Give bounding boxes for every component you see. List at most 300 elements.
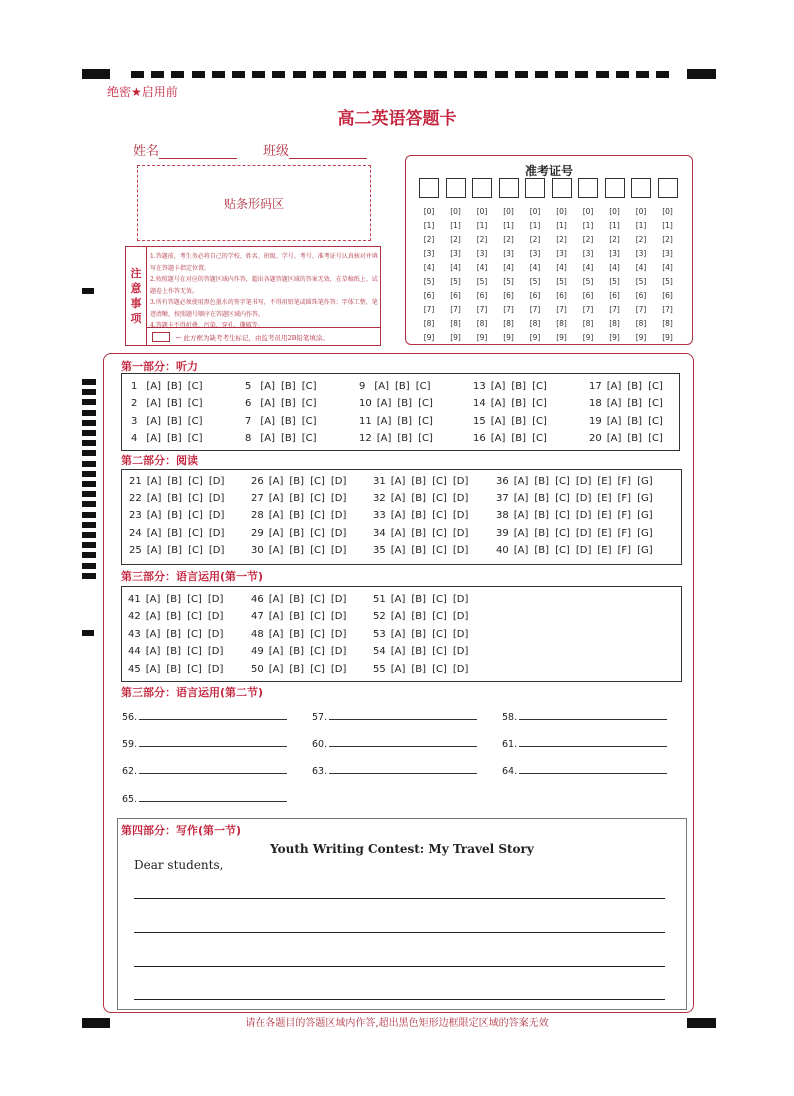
option-bubble[interactable]: [F] (617, 528, 632, 539)
writing-line[interactable] (134, 932, 665, 933)
option-bubble[interactable]: [C] (310, 493, 325, 504)
exam-id-bubble[interactable]: [8] (423, 319, 435, 328)
option-bubble[interactable]: [D] (330, 476, 347, 487)
option-bubble[interactable]: [F] (617, 476, 632, 487)
option-bubble[interactable]: [A] (260, 433, 276, 444)
option-bubble[interactable]: [B] (167, 510, 183, 521)
option-bubble[interactable]: [A] (146, 510, 162, 521)
exam-id-bubble[interactable]: [9] (529, 333, 541, 342)
option-bubble[interactable]: [A] (490, 398, 506, 409)
option-bubble[interactable]: [A] (513, 545, 529, 556)
name-field[interactable] (133, 140, 237, 159)
option-bubble[interactable]: [A] (268, 545, 284, 556)
option-bubble[interactable]: [B] (411, 594, 427, 605)
option-bubble[interactable]: [A] (513, 476, 529, 487)
option-bubble[interactable]: [C] (187, 416, 203, 427)
fill-blank-56[interactable] (122, 712, 287, 723)
option-bubble[interactable]: [A] (390, 493, 406, 504)
option-bubble[interactable]: [A] (260, 398, 276, 409)
option-bubble[interactable]: [B] (289, 545, 305, 556)
exam-id-bubble[interactable]: [0] (556, 207, 567, 216)
option-bubble[interactable]: [B] (411, 510, 427, 521)
exam-id-bubble[interactable]: [8] (450, 319, 461, 328)
exam-id-bubble[interactable]: [2] (450, 235, 461, 244)
option-bubble[interactable]: [E] (597, 528, 612, 539)
option-bubble[interactable]: [B] (166, 646, 182, 657)
exam-id-digit-box[interactable] (472, 178, 492, 198)
exam-id-bubble[interactable]: [5] (423, 277, 435, 286)
fill-blank-63[interactable] (312, 766, 477, 777)
option-bubble[interactable]: [B] (627, 398, 643, 409)
exam-id-bubble[interactable]: [6] (529, 291, 541, 300)
option-bubble[interactable]: [C] (648, 398, 663, 409)
exam-id-bubble[interactable]: [4] (503, 263, 514, 272)
exam-id-digit-box[interactable] (446, 178, 466, 198)
exam-id-bubble[interactable]: [6] (582, 291, 594, 300)
option-bubble[interactable]: [A] (145, 629, 161, 640)
exam-id-bubble[interactable]: [5] (609, 277, 620, 286)
exam-id-digit-box[interactable] (605, 178, 625, 198)
option-bubble[interactable]: [C] (432, 545, 447, 556)
option-bubble[interactable]: [B] (534, 510, 550, 521)
option-bubble[interactable]: [A] (146, 433, 162, 444)
exam-id-bubble[interactable]: [0] (450, 207, 461, 216)
option-bubble[interactable]: [E] (597, 493, 612, 504)
option-bubble[interactable]: [B] (289, 611, 305, 622)
option-bubble[interactable]: [D] (208, 528, 225, 539)
writing-line[interactable] (134, 966, 665, 967)
option-bubble[interactable]: [B] (166, 629, 182, 640)
option-bubble[interactable]: [B] (167, 433, 182, 444)
exam-id-bubble[interactable]: [4] (529, 263, 541, 272)
option-bubble[interactable]: [C] (301, 398, 317, 409)
exam-id-bubble[interactable]: [2] (529, 235, 541, 244)
option-bubble[interactable]: [B] (627, 433, 643, 444)
exam-id-bubble[interactable]: [8] (476, 319, 488, 328)
option-bubble[interactable]: [E] (597, 510, 612, 521)
option-bubble[interactable]: [A] (390, 594, 406, 605)
option-bubble[interactable]: [D] (330, 528, 347, 539)
option-bubble[interactable]: [B] (289, 646, 305, 657)
exam-id-bubble[interactable]: [5] (556, 277, 567, 286)
blank-line[interactable] (139, 746, 287, 747)
option-bubble[interactable]: [A] (145, 611, 161, 622)
option-bubble[interactable]: [B] (411, 493, 427, 504)
exam-id-bubble[interactable]: [8] (503, 319, 514, 328)
exam-id-bubble[interactable]: [3] (476, 249, 488, 258)
option-bubble[interactable]: [B] (167, 493, 183, 504)
exam-id-bubble[interactable]: [0] (476, 207, 488, 216)
option-bubble[interactable]: [D] (452, 594, 469, 605)
option-bubble[interactable]: [B] (281, 398, 296, 409)
option-bubble[interactable]: [B] (167, 528, 183, 539)
exam-id-bubble[interactable]: [9] (503, 333, 514, 342)
option-bubble[interactable]: [B] (167, 476, 183, 487)
option-bubble[interactable]: [A] (260, 381, 276, 392)
option-bubble[interactable]: [D] (330, 629, 347, 640)
exam-id-bubble[interactable]: [5] (503, 277, 514, 286)
exam-id-bubble[interactable]: [8] (662, 319, 673, 328)
exam-id-bubble[interactable]: [0] (503, 207, 514, 216)
option-bubble[interactable]: [C] (187, 398, 203, 409)
exam-id-bubble[interactable]: [6] (662, 291, 673, 300)
exam-id-bubble[interactable]: [9] (450, 333, 461, 342)
exam-id-bubble[interactable]: [7] (476, 305, 488, 314)
exam-id-bubble[interactable]: [6] (423, 291, 435, 300)
option-bubble[interactable]: [C] (310, 476, 325, 487)
exam-id-bubble[interactable]: [9] (609, 333, 620, 342)
option-bubble[interactable]: [D] (208, 476, 225, 487)
option-bubble[interactable]: [E] (597, 545, 612, 556)
option-bubble[interactable]: [C] (418, 433, 433, 444)
option-bubble[interactable]: [C] (432, 528, 447, 539)
option-bubble[interactable]: [B] (411, 664, 427, 675)
blank-line[interactable] (139, 801, 287, 802)
option-bubble[interactable]: [A] (145, 594, 161, 605)
blank-line[interactable] (329, 773, 477, 774)
option-bubble[interactable]: [C] (188, 528, 203, 539)
option-bubble[interactable]: [C] (555, 528, 570, 539)
option-bubble[interactable]: [B] (511, 433, 527, 444)
option-bubble[interactable]: [D] (575, 476, 592, 487)
option-bubble[interactable]: [C] (532, 398, 547, 409)
exam-id-bubble[interactable]: [5] (582, 277, 594, 286)
exam-id-bubble[interactable]: [9] (582, 333, 594, 342)
exam-id-bubble[interactable]: [3] (503, 249, 514, 258)
exam-id-bubble[interactable]: [7] (529, 305, 541, 314)
writing-line[interactable] (134, 898, 665, 899)
option-bubble[interactable]: [D] (208, 545, 225, 556)
option-bubble[interactable]: [B] (411, 629, 427, 640)
exam-id-bubble[interactable]: [6] (609, 291, 620, 300)
exam-id-bubble[interactable]: [0] (662, 207, 673, 216)
exam-id-bubble[interactable]: [3] (635, 249, 647, 258)
option-bubble[interactable]: [B] (534, 493, 550, 504)
option-bubble[interactable]: [C] (187, 594, 202, 605)
option-bubble[interactable]: [D] (452, 528, 469, 539)
exam-id-bubble[interactable]: [8] (582, 319, 594, 328)
exam-id-bubble[interactable]: [7] (582, 305, 594, 314)
option-bubble[interactable]: [C] (187, 433, 203, 444)
exam-id-digit-box[interactable] (631, 178, 651, 198)
exam-id-bubble[interactable]: [1] (635, 221, 647, 230)
option-bubble[interactable]: [D] (452, 493, 469, 504)
blank-line[interactable] (519, 773, 667, 774)
exam-id-bubble[interactable]: [9] (635, 333, 647, 342)
exam-id-bubble[interactable]: [4] (476, 263, 488, 272)
option-bubble[interactable]: [C] (310, 510, 325, 521)
option-bubble[interactable]: [B] (289, 493, 305, 504)
exam-id-bubble[interactable]: [7] (556, 305, 567, 314)
option-bubble[interactable]: [A] (513, 528, 529, 539)
option-bubble[interactable]: [G] (637, 493, 653, 504)
exam-id-bubble[interactable]: [0] (582, 207, 594, 216)
option-bubble[interactable]: [B] (627, 416, 643, 427)
option-bubble[interactable]: [C] (310, 594, 325, 605)
exam-id-bubble[interactable]: [3] (556, 249, 567, 258)
option-bubble[interactable]: [A] (513, 510, 529, 521)
option-bubble[interactable]: [C] (188, 510, 203, 521)
option-bubble[interactable]: [B] (281, 381, 296, 392)
option-bubble[interactable]: [B] (511, 381, 527, 392)
option-bubble[interactable]: [D] (575, 528, 592, 539)
exam-id-digit-box[interactable] (499, 178, 519, 198)
option-bubble[interactable]: [D] (452, 629, 469, 640)
exam-id-bubble[interactable]: [1] (529, 221, 541, 230)
exam-id-bubble[interactable]: [2] (609, 235, 620, 244)
fill-blank-57[interactable] (312, 712, 477, 723)
exam-id-bubble[interactable]: [7] (635, 305, 647, 314)
exam-id-bubble[interactable]: [8] (635, 319, 647, 328)
option-bubble[interactable]: [C] (188, 493, 203, 504)
option-bubble[interactable]: [C] (555, 493, 570, 504)
option-bubble[interactable]: [D] (452, 510, 469, 521)
option-bubble[interactable]: [C] (310, 611, 325, 622)
option-bubble[interactable]: [D] (452, 476, 469, 487)
option-bubble[interactable]: [A] (490, 416, 506, 427)
option-bubble[interactable]: [D] (452, 545, 469, 556)
option-bubble[interactable]: [C] (648, 433, 663, 444)
option-bubble[interactable]: [C] (555, 545, 570, 556)
option-bubble[interactable]: [B] (511, 416, 527, 427)
exam-id-bubble[interactable]: [5] (476, 277, 488, 286)
option-bubble[interactable]: [F] (617, 493, 632, 504)
exam-id-bubble[interactable]: [1] (662, 221, 673, 230)
fill-blank-59[interactable] (122, 739, 287, 750)
option-bubble[interactable]: [C] (555, 510, 570, 521)
exam-id-bubble[interactable]: [0] (609, 207, 620, 216)
option-bubble[interactable]: [C] (432, 629, 447, 640)
option-bubble[interactable]: [A] (268, 528, 284, 539)
exam-id-bubble[interactable]: [1] (582, 221, 594, 230)
fill-blank-60[interactable] (312, 739, 477, 750)
option-bubble[interactable]: [A] (268, 510, 284, 521)
option-bubble[interactable]: [A] (146, 493, 162, 504)
exam-id-bubble[interactable]: [2] (582, 235, 594, 244)
exam-id-bubble[interactable]: [4] (635, 263, 647, 272)
option-bubble[interactable]: [B] (289, 629, 305, 640)
exam-id-bubble[interactable]: [5] (635, 277, 647, 286)
option-bubble[interactable]: [A] (146, 528, 162, 539)
exam-id-bubble[interactable]: [1] (450, 221, 461, 230)
option-bubble[interactable]: [A] (390, 510, 406, 521)
exam-id-bubble[interactable]: [8] (529, 319, 541, 328)
option-bubble[interactable]: [A] (268, 493, 284, 504)
exam-id-bubble[interactable]: [2] (476, 235, 488, 244)
blank-line[interactable] (139, 773, 287, 774)
option-bubble[interactable]: [F] (617, 545, 632, 556)
exam-id-bubble[interactable]: [8] (609, 319, 620, 328)
option-bubble[interactable]: [B] (289, 594, 305, 605)
option-bubble[interactable]: [D] (575, 493, 592, 504)
exam-id-bubble[interactable]: [1] (476, 221, 488, 230)
exam-id-bubble[interactable]: [9] (662, 333, 673, 342)
option-bubble[interactable]: [C] (432, 493, 447, 504)
option-bubble[interactable]: [A] (390, 646, 406, 657)
option-bubble[interactable]: [C] (432, 594, 447, 605)
option-bubble[interactable]: [D] (207, 664, 224, 675)
option-bubble[interactable]: [A] (146, 545, 162, 556)
option-bubble[interactable]: [A] (268, 664, 284, 675)
exam-id-digit-box[interactable] (552, 178, 572, 198)
option-bubble[interactable]: [B] (411, 646, 427, 657)
exam-id-bubble[interactable]: [3] (609, 249, 620, 258)
option-bubble[interactable]: [A] (260, 416, 276, 427)
exam-id-bubble[interactable]: [9] (556, 333, 567, 342)
option-bubble[interactable]: [C] (310, 528, 325, 539)
exam-id-bubble[interactable]: [1] (609, 221, 620, 230)
option-bubble[interactable]: [B] (167, 381, 182, 392)
option-bubble[interactable]: [B] (534, 528, 550, 539)
option-bubble[interactable]: [C] (188, 476, 203, 487)
option-bubble[interactable]: [C] (432, 611, 447, 622)
option-bubble[interactable]: [A] (513, 493, 529, 504)
exam-id-digit-box[interactable] (578, 178, 598, 198)
option-bubble[interactable]: [B] (167, 416, 182, 427)
option-bubble[interactable]: [D] (208, 493, 225, 504)
exam-id-bubble[interactable]: [4] (662, 263, 673, 272)
option-bubble[interactable]: [A] (268, 476, 284, 487)
option-bubble[interactable]: [D] (575, 510, 592, 521)
option-bubble[interactable]: [C] (432, 664, 447, 675)
exam-id-bubble[interactable]: [2] (662, 235, 673, 244)
blank-line[interactable] (329, 746, 477, 747)
option-bubble[interactable]: [B] (397, 433, 413, 444)
exam-id-bubble[interactable]: [9] (476, 333, 488, 342)
blank-line[interactable] (519, 719, 667, 720)
option-bubble[interactable]: [C] (187, 381, 203, 392)
option-bubble[interactable]: [B] (281, 433, 296, 444)
option-bubble[interactable]: [A] (390, 629, 406, 640)
exam-id-bubble[interactable]: [2] (503, 235, 514, 244)
option-bubble[interactable]: [A] (145, 664, 161, 675)
option-bubble[interactable]: [D] (452, 646, 469, 657)
option-bubble[interactable]: [C] (532, 433, 547, 444)
option-bubble[interactable]: [A] (376, 433, 392, 444)
option-bubble[interactable]: [C] (532, 381, 547, 392)
fill-blank-58[interactable] (502, 712, 667, 723)
option-bubble[interactable]: [C] (310, 545, 325, 556)
option-bubble[interactable]: [B] (166, 664, 182, 675)
exam-id-digit-box[interactable] (658, 178, 678, 198)
option-bubble[interactable]: [D] (207, 629, 224, 640)
exam-id-bubble[interactable]: [0] (529, 207, 541, 216)
exam-id-bubble[interactable]: [3] (529, 249, 541, 258)
option-bubble[interactable]: [D] (330, 510, 347, 521)
exam-id-bubble[interactable]: [4] (423, 263, 435, 272)
exam-id-bubble[interactable]: [5] (450, 277, 461, 286)
option-bubble[interactable]: [C] (301, 416, 317, 427)
exam-id-bubble[interactable]: [3] (582, 249, 594, 258)
option-bubble[interactable]: [A] (146, 381, 162, 392)
exam-id-bubble[interactable]: [2] (635, 235, 647, 244)
option-bubble[interactable]: [A] (268, 629, 284, 640)
option-bubble[interactable]: [D] (330, 493, 347, 504)
blank-line[interactable] (139, 719, 287, 720)
option-bubble[interactable]: [C] (555, 476, 570, 487)
option-bubble[interactable]: [B] (289, 664, 305, 675)
exam-id-bubble[interactable]: [2] (556, 235, 567, 244)
exam-id-bubble[interactable]: [4] (556, 263, 567, 272)
option-bubble[interactable]: [D] (330, 646, 347, 657)
option-bubble[interactable]: [B] (167, 545, 183, 556)
option-bubble[interactable]: [C] (432, 476, 447, 487)
option-bubble[interactable]: [A] (376, 398, 392, 409)
exam-id-bubble[interactable]: [7] (423, 305, 435, 314)
option-bubble[interactable]: [D] (452, 611, 469, 622)
fill-blank-62[interactable] (122, 766, 287, 777)
option-bubble[interactable]: [B] (166, 594, 182, 605)
exam-id-bubble[interactable]: [6] (450, 291, 461, 300)
exam-id-bubble[interactable]: [0] (635, 207, 647, 216)
exam-id-bubble[interactable]: [1] (556, 221, 567, 230)
exam-id-bubble[interactable]: [7] (450, 305, 461, 314)
option-bubble[interactable]: [A] (490, 433, 506, 444)
option-bubble[interactable]: [A] (390, 545, 406, 556)
option-bubble[interactable]: [B] (289, 476, 305, 487)
option-bubble[interactable]: [G] (637, 545, 653, 556)
option-bubble[interactable]: [B] (627, 381, 643, 392)
exam-id-bubble[interactable]: [4] (450, 263, 461, 272)
exam-id-bubble[interactable]: [6] (556, 291, 567, 300)
option-bubble[interactable]: [C] (301, 433, 317, 444)
exam-id-bubble[interactable]: [2] (423, 235, 435, 244)
option-bubble[interactable]: [A] (268, 611, 284, 622)
option-bubble[interactable]: [F] (617, 510, 632, 521)
option-bubble[interactable]: [B] (411, 476, 427, 487)
option-bubble[interactable]: [D] (330, 611, 347, 622)
option-bubble[interactable]: [D] (330, 545, 347, 556)
option-bubble[interactable]: [A] (376, 416, 392, 427)
option-bubble[interactable]: [C] (187, 629, 202, 640)
option-bubble[interactable]: [A] (606, 433, 622, 444)
option-bubble[interactable]: [C] (310, 664, 325, 675)
option-bubble[interactable]: [D] (452, 664, 469, 675)
option-bubble[interactable]: [C] (187, 664, 202, 675)
exam-id-bubble[interactable]: [1] (503, 221, 514, 230)
exam-id-bubble[interactable]: [1] (423, 221, 435, 230)
exam-id-bubble[interactable]: [3] (662, 249, 673, 258)
option-bubble[interactable]: [C] (648, 381, 663, 392)
option-bubble[interactable]: [E] (597, 476, 612, 487)
option-bubble[interactable]: [D] (330, 664, 347, 675)
option-bubble[interactable]: [C] (187, 611, 202, 622)
option-bubble[interactable]: [B] (167, 398, 182, 409)
option-bubble[interactable]: [A] (268, 594, 284, 605)
option-bubble[interactable]: [G] (637, 476, 653, 487)
exam-id-bubble[interactable]: [0] (423, 207, 435, 216)
option-bubble[interactable]: [C] (648, 416, 663, 427)
exam-id-bubble[interactable]: [5] (529, 277, 541, 286)
option-bubble[interactable]: [A] (268, 646, 284, 657)
option-bubble[interactable]: [A] (146, 398, 162, 409)
option-bubble[interactable]: [C] (187, 646, 202, 657)
option-bubble[interactable]: [C] (188, 545, 203, 556)
option-bubble[interactable]: [B] (534, 545, 550, 556)
option-bubble[interactable]: [C] (432, 646, 447, 657)
option-bubble[interactable]: [B] (397, 398, 413, 409)
option-bubble[interactable]: [B] (397, 416, 413, 427)
exam-id-bubble[interactable]: [7] (503, 305, 514, 314)
exam-id-bubble[interactable]: [7] (662, 305, 673, 314)
option-bubble[interactable]: [D] (207, 594, 224, 605)
absent-checkbox[interactable] (152, 332, 170, 342)
option-bubble[interactable]: [B] (281, 416, 296, 427)
option-bubble[interactable]: [A] (390, 611, 406, 622)
option-bubble[interactable]: [G] (637, 510, 653, 521)
option-bubble[interactable]: [B] (289, 510, 305, 521)
option-bubble[interactable]: [B] (534, 476, 550, 487)
